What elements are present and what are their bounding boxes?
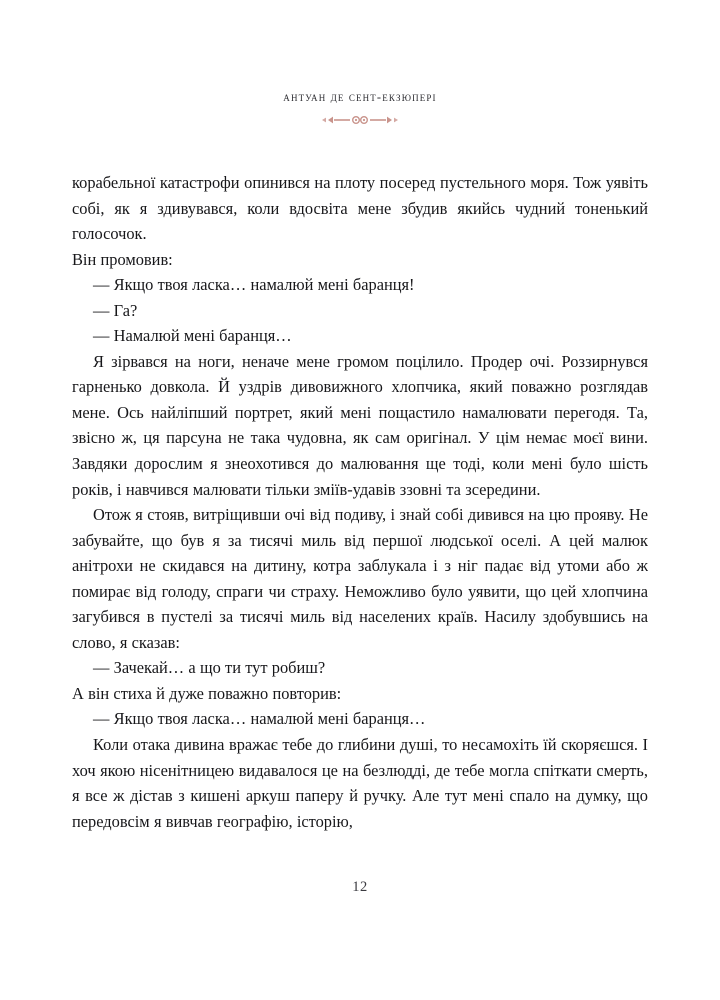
paragraph: Отож я стояв, витріщивши очі від подиву, і знай собі дивився на цю прояву. Не забувайте, що був я за тисячі миль від першої людської оселі. А цей малюк анітрохи не скидався на дитину, котра заблукала і з ніг падає від утоми або ж помирає від голоду, спраги чи страху. Неможливо було уявити, що цей хлопчина загубився в пустелі за тисячі миль від населених країв. Насилу здобувшись на слово, я сказав: <box>72 505 648 652</box>
paragraph: Коли отака дивина вражає тебе до глибини душі, то несамохіть їй скоряєшся. І хоч якою нісенітницею видавалося це на безлюдді, де тебе могла спіткати смерть, я все ж дістав з кишені аркуш паперу й ручку. Але тут мені спало на думку, що передовсім я вивчав географію, історію, <box>72 735 648 831</box>
paragraph: — Га? <box>93 300 138 320</box>
body-text <box>72 170 648 834</box>
paragraph: — Якщо твоя ласка… намалюй мені баранця! <box>93 275 415 295</box>
paragraph: — Зачекай… а що ти тут робиш? <box>93 658 326 678</box>
paragraph: — Намалюй мені баранця… <box>93 326 292 346</box>
page-number: 12 <box>352 879 368 895</box>
paragraph: Він промовив: <box>72 249 173 269</box>
paragraph: А він стиха й дуже поважно повторив: <box>72 683 342 703</box>
ornament-divider-icon <box>320 114 400 126</box>
paragraph: — Якщо твоя ласка… намалюй мені баранця… <box>93 709 426 729</box>
running-header <box>72 88 648 106</box>
running-header-author: антуан де сент-екзюпері <box>283 90 437 104</box>
ornament-divider <box>0 112 720 128</box>
page-footer <box>0 878 720 896</box>
paragraph: Я зірвався на ноги, неначе мене громом поцілило. Продер очі. Роззирнувся гарненько довкола. Й уздрів дивовижного хлопчика, який поважно розглядав мене. Ось найліпший портрет, який мені пощастило намалювати перегодя. Та, звісно ж, ця парсуна не така чудовна, як сам оригінал. У цім немає моєї вини. Завдяки дорослим я знеохотився до малювання ще тоді, коли мені було шість років, і навчився малювати тільки зміїв-удавів ззовні та зсередини. <box>72 351 648 499</box>
paragraph: корабельної катастрофи опинився на плоту посеред пустельного моря. Тож уявіть собі, як я здивувався, коли вдосвіта мене збудив якийсь чудний тоненький голосочок. <box>72 173 648 244</box>
